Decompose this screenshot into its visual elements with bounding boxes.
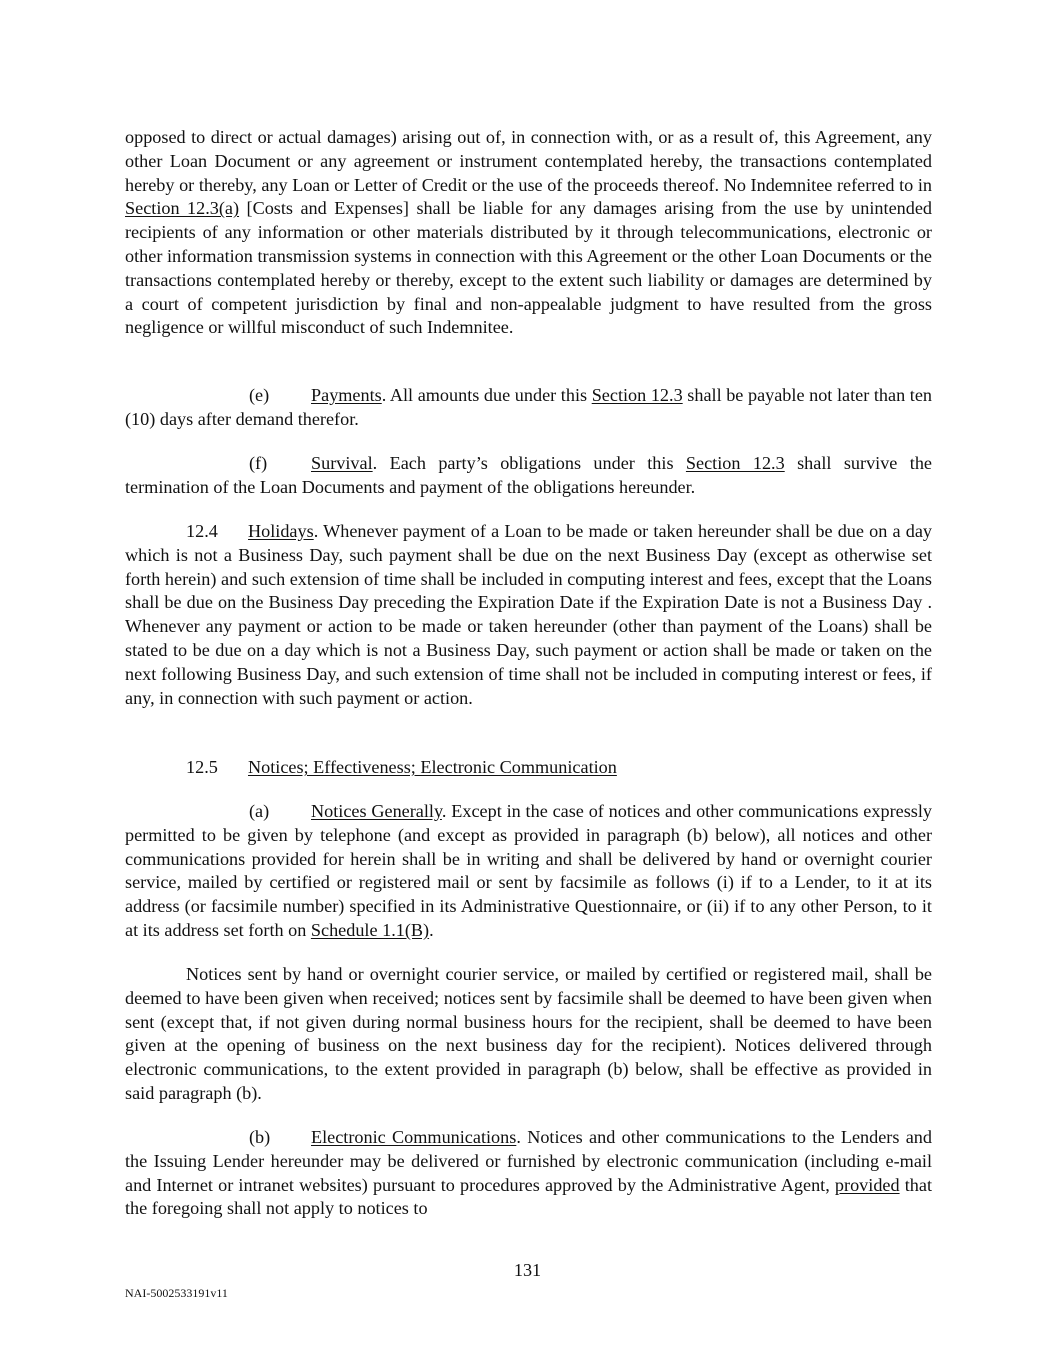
clause-title: Survival — [311, 453, 373, 473]
paragraph-text: . Whenever payment of a Loan to be made or taken hereunder shall be due on a day which is not a Business Day, such payment shall be due on the next Business Day (except as otherwise set forth herein) and such extension of time shall be included in computing interest and fees, except that the Loans shall be due on the Business Day preceding the Expiration Date if the Expiration Date is not a Business Day . Whenever any payment or action to be made or taken hereunder (other than payment of the Loans) shall be stated to be due on a day which is not a Business Day, such payment or action shall be made or taken on the next following Business Day, and such extension of time shall not be included in computing interest or fees, if any, in connection with such payment or action. — [125, 521, 932, 708]
paragraph-text: . — [429, 919, 434, 940]
paragraph-a-notices-generally — [125, 800, 932, 943]
section-number: 12.4 — [186, 521, 218, 541]
clause-title: Notices Generally — [311, 801, 442, 821]
section-heading-12-5 — [186, 756, 617, 780]
section-reference: Section 12.3 — [685, 453, 785, 473]
section-reference: Section 12.3(a) — [125, 198, 240, 219]
paragraph-text: shall be payable not later than ten (10) days after demand therefor. — [125, 385, 932, 429]
paragraph-text: [Costs and Expenses] shall be liable for any damages arising from the use by unintended recipients of any information or other materials distributed by it through telecommunications, electronic or other information transmission systems in connection with this Agreement or the other Loan Documents or the transactions contemplated hereby or thereby, except to the extent such liability or damages are determined by a court of competent jurisdiction by final and non-appealable judgment to have resulted from the gross negligence or willful misconduct of such Indemnitee. — [125, 198, 932, 338]
schedule-reference: Schedule 1.1(B) — [310, 919, 430, 940]
section-reference: Section 12.3 — [591, 385, 683, 405]
paragraph-text: opposed to direct or actual damages) arising out of, in connection with, or as a result of, this Agreement, any other Loan Document or any agreement or instrument contemplated hereby, the transactions contemplated hereby or thereby, any Loan or Letter of Credit or the use of the proceeds thereof. No Indemnitee referred to in — [125, 127, 932, 195]
paragraph-text: . Except in the case of notices and other communications expressly permitted to be given by telephone (and except as provided in paragraph (b) below), all notices and other communications provided for herein shall be in writing and shall be delivered by hand or overnight courier service, mailed by certified or registered mail or sent by facsimile as follows (i) if to a Lender, to it at its address (or facsimile number) specified in its Administrative Questionnaire, or (ii) if to any other Person, to it at its address set forth on — [125, 801, 932, 940]
section-title: Holidays — [248, 521, 314, 541]
clause-title: Electronic Communications — [311, 1127, 517, 1147]
paragraph-text: . All amounts due under this — [381, 385, 592, 405]
paragraph-text: shall survive the termination of the Loan Documents and payment of the obligations hereunder. — [125, 453, 932, 497]
section-number: 12.5 — [186, 757, 218, 777]
paragraph-text: . Each party’s obligations under this — [372, 453, 686, 473]
paragraph-text: that the foregoing shall not apply to notices to — [125, 1174, 933, 1219]
paragraph-indemnitee-damages — [125, 126, 932, 340]
proviso-term: provided — [834, 1174, 900, 1195]
paragraph-12-4-holidays — [125, 520, 932, 710]
section-title: Notices; Effectiveness; Electronic Communication — [248, 757, 617, 777]
clause-title: Payments — [311, 385, 382, 405]
paragraph-text: . Notices and other communications to the Lenders and the Issuing Lender hereunder may be delivered or furnished by electronic communication (including e-mail and Internet or intranet websites) pursuant to procedures approved by the Administrative Agent, — [125, 1127, 932, 1195]
clause-number: (b) — [249, 1127, 271, 1147]
clause-number: (a) — [249, 801, 270, 821]
clause-number: (e) — [249, 385, 270, 405]
paragraph-b-electronic-communications — [125, 1126, 932, 1221]
paragraph-e-payments — [125, 384, 932, 432]
clause-number: (f) — [249, 453, 268, 473]
paragraph-notices-deemed-given — [125, 963, 932, 1106]
paragraph-text: Notices sent by hand or overnight courier service, or mailed by certified or registered mail, shall be deemed to have been given when received; notices sent by facsimile shall be deemed to have been given when sent (except that, if not given during normal business hours for the recipient, shall be deemed to have been given at the opening of business on the next business day for the recipient). Notices delivered through electronic communications, to the extent provided in paragraph (b) below, shall be effective as provided in said paragraph (b). — [125, 964, 932, 1103]
document-id: NAI-5002533191v11 — [125, 1286, 228, 1300]
page-number: 131 — [513, 1260, 542, 1280]
paragraph-f-survival — [125, 452, 932, 500]
